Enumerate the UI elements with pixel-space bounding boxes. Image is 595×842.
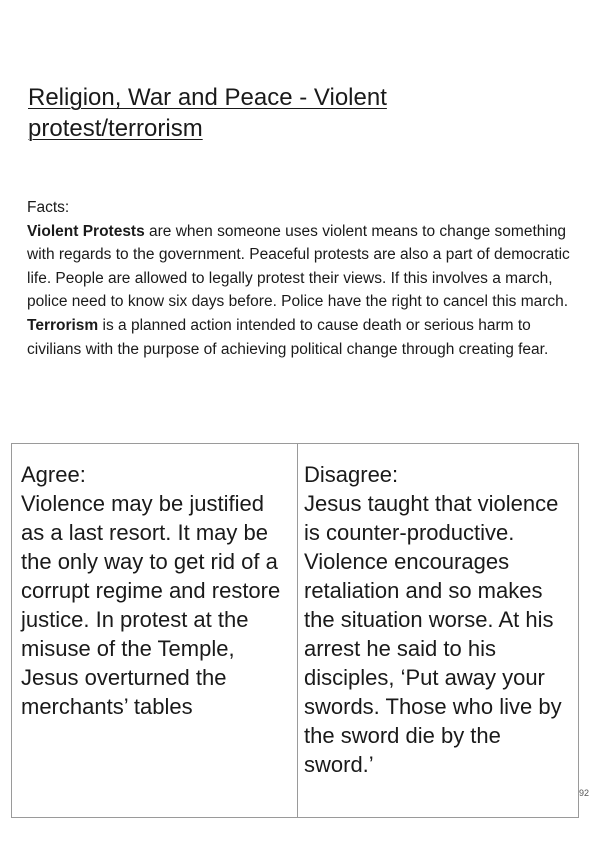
agree-disagree-table: [11, 443, 579, 818]
agree-text: Violence may be justified as a last resort. It may be the only way to get rid of a corrupt regime and restore justice. In protest at the misuse of the Temple, Jesus overturned the merchants’ tables: [21, 491, 281, 719]
terrorism-definition: is a planned action intended to cause death or serious harm to civilians with the purpose of achieving political change through creating fear.: [27, 316, 549, 358]
disagree-heading: Disagree:: [304, 462, 399, 487]
disagree-text: Jesus taught that violence is counter-productive. Violence encourages retaliation and so makes the situation worse. At his arrest he said to his disciples, ‘Put away your swords. Those who live by the sword die by the sword.’: [304, 491, 562, 777]
page-title: Religion, War and Peace - Violent protest/terrorism: [28, 84, 387, 142]
agree-heading: Agree:: [21, 462, 86, 487]
violent-protests-paragraph: [27, 220, 575, 314]
terrorism-term: Terrorism: [27, 316, 99, 334]
agree-column: [12, 444, 298, 817]
terrorism-paragraph: [27, 314, 575, 361]
violent-protests-definition: are when someone uses violent means to change something with regards to the government. Peaceful protests are also a part of democratic life. People are allowed to legally protest their views. If this involves a march, police need to know six days before. Police have the right to cancel this march.: [27, 222, 570, 311]
facts-heading: Facts:: [27, 199, 70, 216]
facts-section: [27, 196, 575, 361]
page-number: 92: [578, 788, 589, 798]
violent-protests-term: Violent Protests: [27, 222, 145, 240]
disagree-column: [298, 444, 578, 817]
